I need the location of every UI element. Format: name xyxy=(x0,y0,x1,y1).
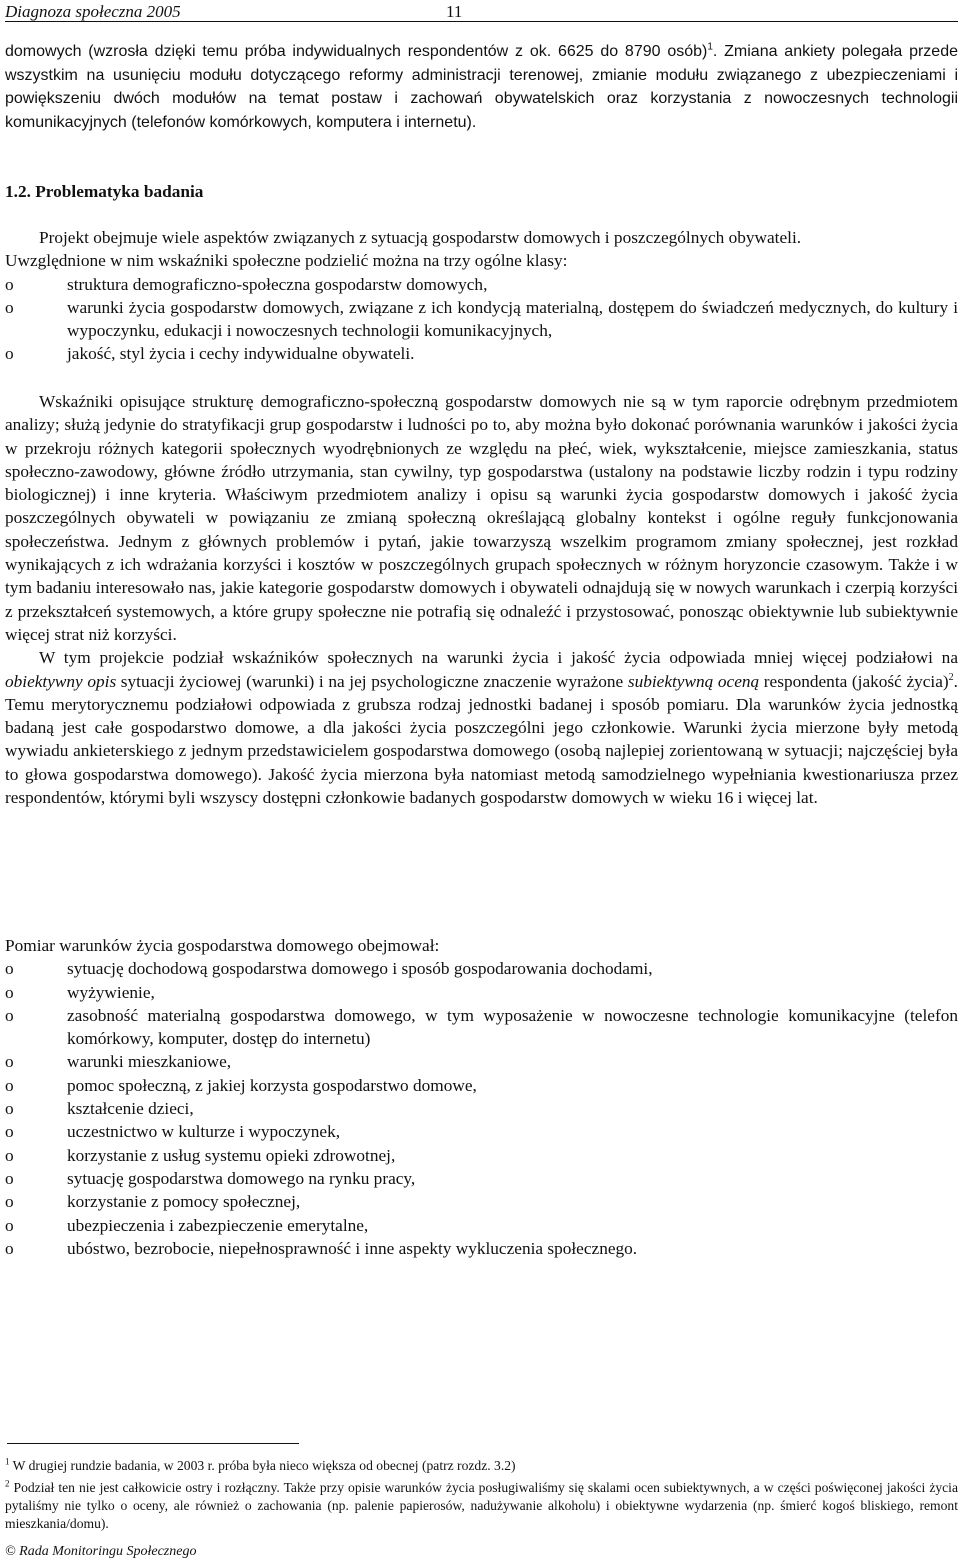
measurement-section xyxy=(5,934,958,1260)
footnote-text: W drugiej rundzie badania, w 2003 r. próba była nieco większa od obecnej (patrz rozdz. 3.2) xyxy=(9,1458,516,1473)
section-paragraph-1: Projekt obejmuje wiele aspektów związanych z sytuacją gospodarstw domowych i poszczególnych obywateli. xyxy=(39,228,802,247)
footnote-1 xyxy=(5,1457,958,1475)
p3-text-d: . Temu merytorycznemu podziałowi odpowiada z grubsza rodzaj jednostki badanej i sposób pomiaru. Dla warunków życia jednostką badaną jest całe gospodarstwo domowe, a dla jakości życia poszczególni jego członkowie. Warunki życia mierzone były metodą wywiadu ankieterskiego z jednym przedstawicielem gospodarstwa domowego (osobą najlepiej zorientowaną w sytuacji; najczęściej była to głowa gospodarstwa domowego). Jakość życia mierzona była natomiast metodą samodzielnego wypełniania kwestionariusza przez respondentów, którymi byli wszyscy dostępni członkowie badanych gospodarstw domowych w wieku 16 i więcej lat. xyxy=(5,671,958,808)
footnote-text: Podział ten nie jest całkowicie ostry i rozłączny. Także przy opisie warunków życia posługiwaliśmy się skalami ocen subiektywnych, a w części poświęconej jakości życia pytaliśmy nie tylko o oceny, ale również o zachowania (np. palenie papierosów, nadużywanie alkoholu) i obiektywne wydarzenia (np. śmierć kogoś bliskiego, remont mieszkania/domu). xyxy=(5,1480,958,1531)
footnote-2 xyxy=(5,1479,958,1533)
measurement-lead: Pomiar warunków życia gospodarstwa domowego obejmował: xyxy=(5,936,440,955)
list-item: o kształcenie dzieci, xyxy=(5,1097,958,1120)
list-item: o jakość, styl życia i cechy indywidualne obywateli. xyxy=(5,342,958,365)
measurement-list xyxy=(5,957,958,1260)
list-item: o pomoc społeczną, z jakiej korzysta gospodarstwo domowe, xyxy=(5,1074,958,1097)
p3-text-b: sytuacji życiowej (warunki) i na jej psychologiczne znaczenie wyrażone xyxy=(116,671,628,691)
page-footer: © Rada Monitoringu Społecznego xyxy=(5,1544,197,1559)
footnote-number: 1 xyxy=(5,1456,10,1467)
list-item: o warunki mieszkaniowe, xyxy=(5,1050,958,1073)
footnote-separator xyxy=(7,1443,299,1444)
running-header xyxy=(5,2,958,24)
body-paragraph-3 xyxy=(5,646,958,809)
list-item: o sytuację dochodową gospodarstwa domowego i sposób gospodarowania dochodami, xyxy=(5,957,958,980)
list-item: o korzystanie z usług systemu opieki zdrowotnej, xyxy=(5,1144,958,1167)
body-text xyxy=(5,390,958,809)
section-intro xyxy=(5,226,958,366)
list-item: o zasobność materialną gospodarstwa domowego, w tym wyposażenie w nowoczesne technologie komunikacyjne (telefon komórkowy, komputer, dostęp do internetu) xyxy=(5,1004,958,1051)
p3-text-c: respondenta (jakość życia) xyxy=(759,671,949,691)
body-paragraph-2: Wskaźniki opisujące strukturę demograficzno-społeczną gospodarstw domowych nie są w tym raporcie odrębnym przedmiotem analizy; służą jedynie do stratyfikacji grup gospodarstw i ludności po to, aby można było dokonać porównania warunków i jakości życia w przekroju różnych kategorii społecznych wyodrębnionych ze względu na płeć, wiek, wykształcenie, miejsce zamieszkania, status społeczno-zawodowy, główne źródło utrzymania, stan cywilny, typ gospodarstwa (ustalony na podstawie liczby rodzin i typu rodziny biologicznej) i inne kryteria. Właściwym przedmiotem analizy i opisu są warunki życia gospodarstw domowych i jakość życia poszczególnych obywateli w powiązaniu ze zmianą społeczną określającą globalny kontekst i ogólne reguły funkcjonowania społeczeństwa. Jednym z głównych problemów i pytań, jakie towarzyszą wszelkim programom zmiany społecznej, jest rozkład wynikających z ich wdrażania korzyści i kosztów w poszczególnych grupach społecznych w różnym horyzoncie czasowym. Także i w tym badaniu interesowało nas, jakie kategorie gospodarstw domowych i obywateli odnajdują się w nowych warunkach i czerpią korzyści z przekształceń systemowych, a które grupy społeczne nie potrafią się odnaleźć i przystosować, ponosząc obiektywnie lub subiektywnie więcej strat niż korzyści. xyxy=(5,392,958,644)
p3-italic-1: obiektywny opis xyxy=(5,671,117,691)
section-heading: 1.2. Problematyka badania xyxy=(5,182,204,201)
list-item: o sytuację gospodarstwa domowego na rynku pracy, xyxy=(5,1167,958,1190)
page-number: 11 xyxy=(446,2,463,21)
p3-text-a: W tym projekcie podział wskaźników społecznych na warunki życia i jakość życia odpowiada mniej więcej podziałowi na xyxy=(39,648,958,668)
list-item: o korzystanie z pomocy społecznej, xyxy=(5,1190,958,1213)
intro-text-b: . Zmiana ankiety polegała przede wszystkim na usunięciu modułu dotyczącego reformy administracji terenowej, zmianie modułu związanego z ubezpieczeniami i powiększeniu dwóch modułów na temat postaw i zachowań obywatelskich oraz korzystania z nowoczesnych technologii komunikacyjnych (telefonów komórkowych, komputera i internetu). xyxy=(5,43,958,131)
intro-text-a: domowych (wzrosła dzięki temu próba indywidualnych respondentów z ok. 6625 do 8790 osób) xyxy=(5,43,708,60)
list-item: o ubezpieczenia i zabezpieczenie emerytalne, xyxy=(5,1214,958,1237)
p3-italic-2: subiektywną oceną xyxy=(627,671,760,691)
footnote-ref-2[interactable]: 2 xyxy=(948,671,954,683)
list-item: o ubóstwo, bezrobocie, niepełnosprawność i inne aspekty wykluczenia społecznego. xyxy=(5,1237,958,1260)
footnote-ref-1[interactable]: 1 xyxy=(707,41,713,53)
intro-paragraph xyxy=(5,40,958,134)
footnote-number: 2 xyxy=(5,1478,10,1489)
list-item: o wyżywienie, xyxy=(5,981,958,1004)
header-title: Diagnoza społeczna 2005 xyxy=(5,2,181,21)
list-item: o struktura demograficzno-społeczna gospodarstw domowych, xyxy=(5,273,958,296)
section-paragraph-1-cont: Uwzględnione w nim wskaźniki społeczne podzielić można na trzy ogólne klasy: xyxy=(5,251,568,271)
list-item: o uczestnictwo w kulturze i wypoczynek, xyxy=(5,1120,958,1143)
header-rule xyxy=(5,21,958,22)
classes-list xyxy=(5,273,958,366)
list-item: o warunki życia gospodarstw domowych, związane z ich kondycją materialną, dostępem do świadczeń medycznych, do kultury i wypoczynku, edukacji i nowoczesnych technologii komunikacyjnych, xyxy=(5,296,958,343)
